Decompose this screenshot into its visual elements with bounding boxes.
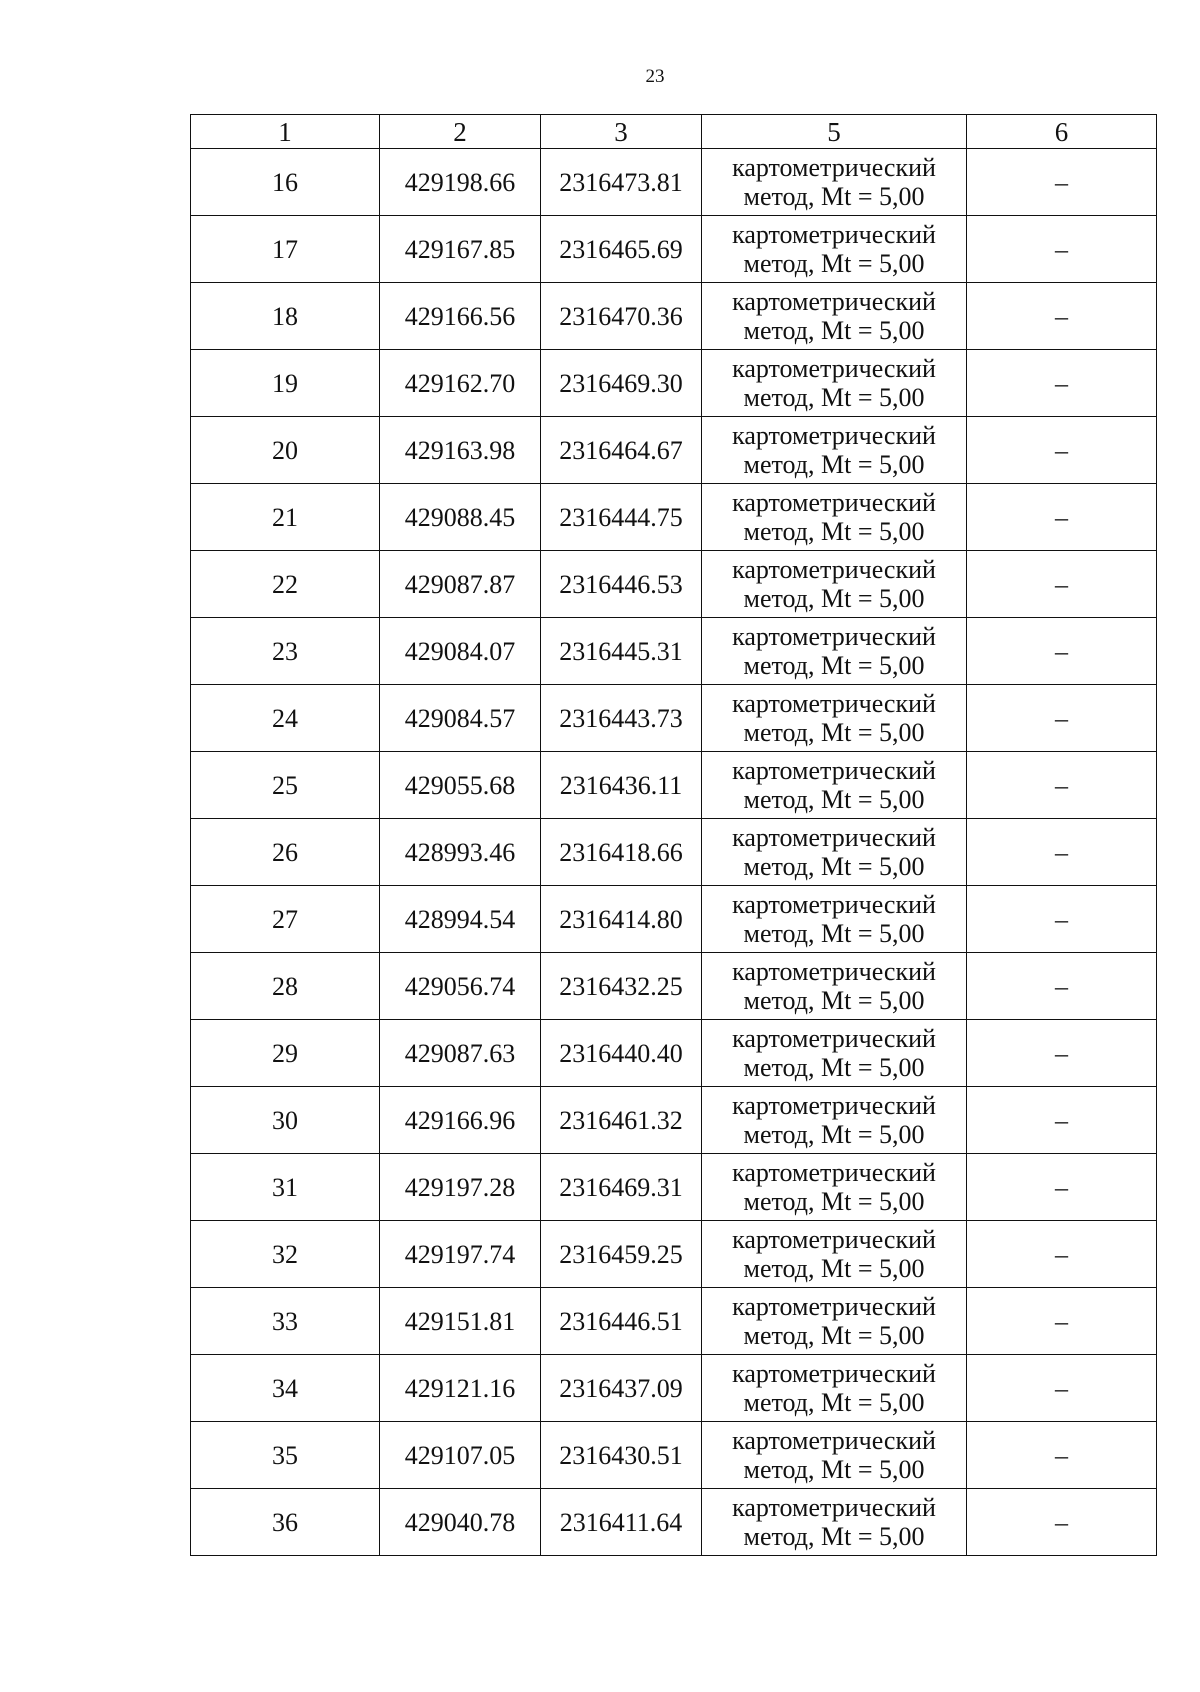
y-coordinate-cell: 2316465.69 <box>541 216 702 283</box>
table-row <box>191 1288 1157 1355</box>
point-number-cell: 18 <box>191 283 380 350</box>
method-cell <box>702 819 967 886</box>
method-cell <box>702 1087 967 1154</box>
point-number-cell: 27 <box>191 886 380 953</box>
method-line-1: картометрический <box>732 622 936 651</box>
method-cell <box>702 350 967 417</box>
method-cell <box>702 886 967 953</box>
method-line-2: метод, Mt = 5,00 <box>743 852 925 881</box>
method-line-2: метод, Mt = 5,00 <box>743 986 925 1015</box>
method-cell <box>702 417 967 484</box>
point-number-cell: 25 <box>191 752 380 819</box>
note-cell: – <box>967 1355 1157 1422</box>
header-col-6: 6 <box>967 115 1157 149</box>
method-line-2: метод, Mt = 5,00 <box>743 517 925 546</box>
method-line-1: картометрический <box>732 1158 936 1187</box>
y-coordinate-cell: 2316446.53 <box>541 551 702 618</box>
note-cell: – <box>967 1422 1157 1489</box>
header-col-5: 5 <box>702 115 967 149</box>
y-coordinate-cell: 2316432.25 <box>541 953 702 1020</box>
note-cell: – <box>967 417 1157 484</box>
method-line-1: картометрический <box>732 823 936 852</box>
y-coordinate-cell: 2316470.36 <box>541 283 702 350</box>
y-coordinate-cell: 2316411.64 <box>541 1489 702 1556</box>
x-coordinate-cell: 429166.56 <box>380 283 541 350</box>
x-coordinate-cell: 429197.74 <box>380 1221 541 1288</box>
y-coordinate-cell: 2316461.32 <box>541 1087 702 1154</box>
y-coordinate-cell: 2316446.51 <box>541 1288 702 1355</box>
point-number-cell: 22 <box>191 551 380 618</box>
point-number-cell: 33 <box>191 1288 380 1355</box>
method-line-1: картометрический <box>732 1091 936 1120</box>
table-body <box>191 149 1157 1556</box>
point-number-cell: 36 <box>191 1489 380 1556</box>
table-row <box>191 953 1157 1020</box>
note-cell: – <box>967 484 1157 551</box>
note-cell: – <box>967 350 1157 417</box>
method-line-1: картометрический <box>732 1024 936 1053</box>
x-coordinate-cell: 429056.74 <box>380 953 541 1020</box>
method-line-2: метод, Mt = 5,00 <box>743 1187 925 1216</box>
y-coordinate-cell: 2316418.66 <box>541 819 702 886</box>
table-row <box>191 484 1157 551</box>
x-coordinate-cell: 429055.68 <box>380 752 541 819</box>
y-coordinate-cell: 2316414.80 <box>541 886 702 953</box>
x-coordinate-cell: 429121.16 <box>380 1355 541 1422</box>
method-cell <box>702 1489 967 1556</box>
table-row <box>191 1154 1157 1221</box>
method-line-2: метод, Mt = 5,00 <box>743 249 925 278</box>
x-coordinate-cell: 429084.07 <box>380 618 541 685</box>
method-cell <box>702 685 967 752</box>
method-line-1: картометрический <box>732 1359 936 1388</box>
coordinates-table <box>190 114 1157 1556</box>
table-row <box>191 216 1157 283</box>
note-cell: – <box>967 149 1157 216</box>
note-cell: – <box>967 283 1157 350</box>
method-cell <box>702 1422 967 1489</box>
note-cell: – <box>967 216 1157 283</box>
method-line-2: метод, Mt = 5,00 <box>743 1455 925 1484</box>
point-number-cell: 35 <box>191 1422 380 1489</box>
method-line-2: метод, Mt = 5,00 <box>743 785 925 814</box>
x-coordinate-cell: 429040.78 <box>380 1489 541 1556</box>
y-coordinate-cell: 2316444.75 <box>541 484 702 551</box>
x-coordinate-cell: 429087.63 <box>380 1020 541 1087</box>
point-number-cell: 31 <box>191 1154 380 1221</box>
method-line-1: картометрический <box>732 1225 936 1254</box>
method-line-1: картометрический <box>732 689 936 718</box>
method-line-1: картометрический <box>732 220 936 249</box>
method-line-2: метод, Mt = 5,00 <box>743 1321 925 1350</box>
method-line-1: картометрический <box>732 957 936 986</box>
y-coordinate-cell: 2316464.67 <box>541 417 702 484</box>
page-number: 23 <box>645 66 665 87</box>
point-number-cell: 19 <box>191 350 380 417</box>
point-number-cell: 32 <box>191 1221 380 1288</box>
note-cell: – <box>967 618 1157 685</box>
method-line-2: метод, Mt = 5,00 <box>743 919 925 948</box>
note-cell: – <box>967 1288 1157 1355</box>
x-coordinate-cell: 429084.57 <box>380 685 541 752</box>
note-cell: – <box>967 886 1157 953</box>
y-coordinate-cell: 2316473.81 <box>541 149 702 216</box>
method-cell <box>702 551 967 618</box>
table-row <box>191 886 1157 953</box>
x-coordinate-cell: 429167.85 <box>380 216 541 283</box>
method-line-1: картометрический <box>732 287 936 316</box>
point-number-cell: 17 <box>191 216 380 283</box>
point-number-cell: 30 <box>191 1087 380 1154</box>
point-number-cell: 26 <box>191 819 380 886</box>
point-number-cell: 21 <box>191 484 380 551</box>
note-cell: – <box>967 1489 1157 1556</box>
method-line-1: картометрический <box>732 153 936 182</box>
table-row <box>191 283 1157 350</box>
method-cell <box>702 953 967 1020</box>
note-cell: – <box>967 819 1157 886</box>
note-cell: – <box>967 1154 1157 1221</box>
method-cell <box>702 618 967 685</box>
method-cell <box>702 1288 967 1355</box>
y-coordinate-cell: 2316443.73 <box>541 685 702 752</box>
method-line-1: картометрический <box>732 354 936 383</box>
x-coordinate-cell: 429163.98 <box>380 417 541 484</box>
header-col-3: 3 <box>541 115 702 149</box>
table-row <box>191 1489 1157 1556</box>
table-row <box>191 149 1157 216</box>
table-row <box>191 1422 1157 1489</box>
y-coordinate-cell: 2316445.31 <box>541 618 702 685</box>
method-line-2: метод, Mt = 5,00 <box>743 1120 925 1149</box>
point-number-cell: 20 <box>191 417 380 484</box>
note-cell: – <box>967 752 1157 819</box>
method-line-1: картометрический <box>732 1426 936 1455</box>
method-line-2: метод, Mt = 5,00 <box>743 450 925 479</box>
y-coordinate-cell: 2316430.51 <box>541 1422 702 1489</box>
method-cell <box>702 1221 967 1288</box>
method-cell <box>702 216 967 283</box>
y-coordinate-cell: 2316469.30 <box>541 350 702 417</box>
x-coordinate-cell: 429151.81 <box>380 1288 541 1355</box>
y-coordinate-cell: 2316440.40 <box>541 1020 702 1087</box>
method-cell <box>702 283 967 350</box>
method-line-2: метод, Mt = 5,00 <box>743 651 925 680</box>
method-cell <box>702 484 967 551</box>
method-line-2: метод, Mt = 5,00 <box>743 1053 925 1082</box>
header-row <box>191 115 1157 149</box>
x-coordinate-cell: 429162.70 <box>380 350 541 417</box>
method-line-1: картометрический <box>732 1292 936 1321</box>
table-row <box>191 618 1157 685</box>
x-coordinate-cell: 429198.66 <box>380 149 541 216</box>
x-coordinate-cell: 429166.96 <box>380 1087 541 1154</box>
method-line-2: метод, Mt = 5,00 <box>743 1254 925 1283</box>
header-col-2: 2 <box>380 115 541 149</box>
note-cell: – <box>967 1221 1157 1288</box>
table-row <box>191 350 1157 417</box>
point-number-cell: 16 <box>191 149 380 216</box>
x-coordinate-cell: 429197.28 <box>380 1154 541 1221</box>
method-cell <box>702 1154 967 1221</box>
note-cell: – <box>967 953 1157 1020</box>
table-row <box>191 1355 1157 1422</box>
x-coordinate-cell: 428994.54 <box>380 886 541 953</box>
x-coordinate-cell: 429107.05 <box>380 1422 541 1489</box>
method-line-2: метод, Mt = 5,00 <box>743 1522 925 1551</box>
method-cell <box>702 1020 967 1087</box>
table-row <box>191 1087 1157 1154</box>
table-row <box>191 819 1157 886</box>
method-line-1: картометрический <box>732 756 936 785</box>
x-coordinate-cell: 429088.45 <box>380 484 541 551</box>
note-cell: – <box>967 1087 1157 1154</box>
method-cell <box>702 1355 967 1422</box>
method-line-2: метод, Mt = 5,00 <box>743 718 925 747</box>
method-line-2: метод, Mt = 5,00 <box>743 383 925 412</box>
method-line-1: картометрический <box>732 1493 936 1522</box>
x-coordinate-cell: 428993.46 <box>380 819 541 886</box>
point-number-cell: 23 <box>191 618 380 685</box>
table-row <box>191 685 1157 752</box>
y-coordinate-cell: 2316469.31 <box>541 1154 702 1221</box>
method-line-1: картометрический <box>732 555 936 584</box>
method-cell <box>702 752 967 819</box>
point-number-cell: 28 <box>191 953 380 1020</box>
method-line-2: метод, Mt = 5,00 <box>743 584 925 613</box>
table-row <box>191 551 1157 618</box>
table-row <box>191 752 1157 819</box>
table-row <box>191 1020 1157 1087</box>
y-coordinate-cell: 2316459.25 <box>541 1221 702 1288</box>
method-cell <box>702 149 967 216</box>
point-number-cell: 29 <box>191 1020 380 1087</box>
method-line-2: метод, Mt = 5,00 <box>743 182 925 211</box>
table-row <box>191 1221 1157 1288</box>
point-number-cell: 34 <box>191 1355 380 1422</box>
y-coordinate-cell: 2316437.09 <box>541 1355 702 1422</box>
note-cell: – <box>967 685 1157 752</box>
method-line-2: метод, Mt = 5,00 <box>743 316 925 345</box>
y-coordinate-cell: 2316436.11 <box>541 752 702 819</box>
method-line-1: картометрический <box>732 890 936 919</box>
method-line-1: картометрический <box>732 488 936 517</box>
note-cell: – <box>967 1020 1157 1087</box>
table-row <box>191 417 1157 484</box>
point-number-cell: 24 <box>191 685 380 752</box>
note-cell: – <box>967 551 1157 618</box>
method-line-2: метод, Mt = 5,00 <box>743 1388 925 1417</box>
header-col-1: 1 <box>191 115 380 149</box>
x-coordinate-cell: 429087.87 <box>380 551 541 618</box>
method-line-1: картометрический <box>732 421 936 450</box>
